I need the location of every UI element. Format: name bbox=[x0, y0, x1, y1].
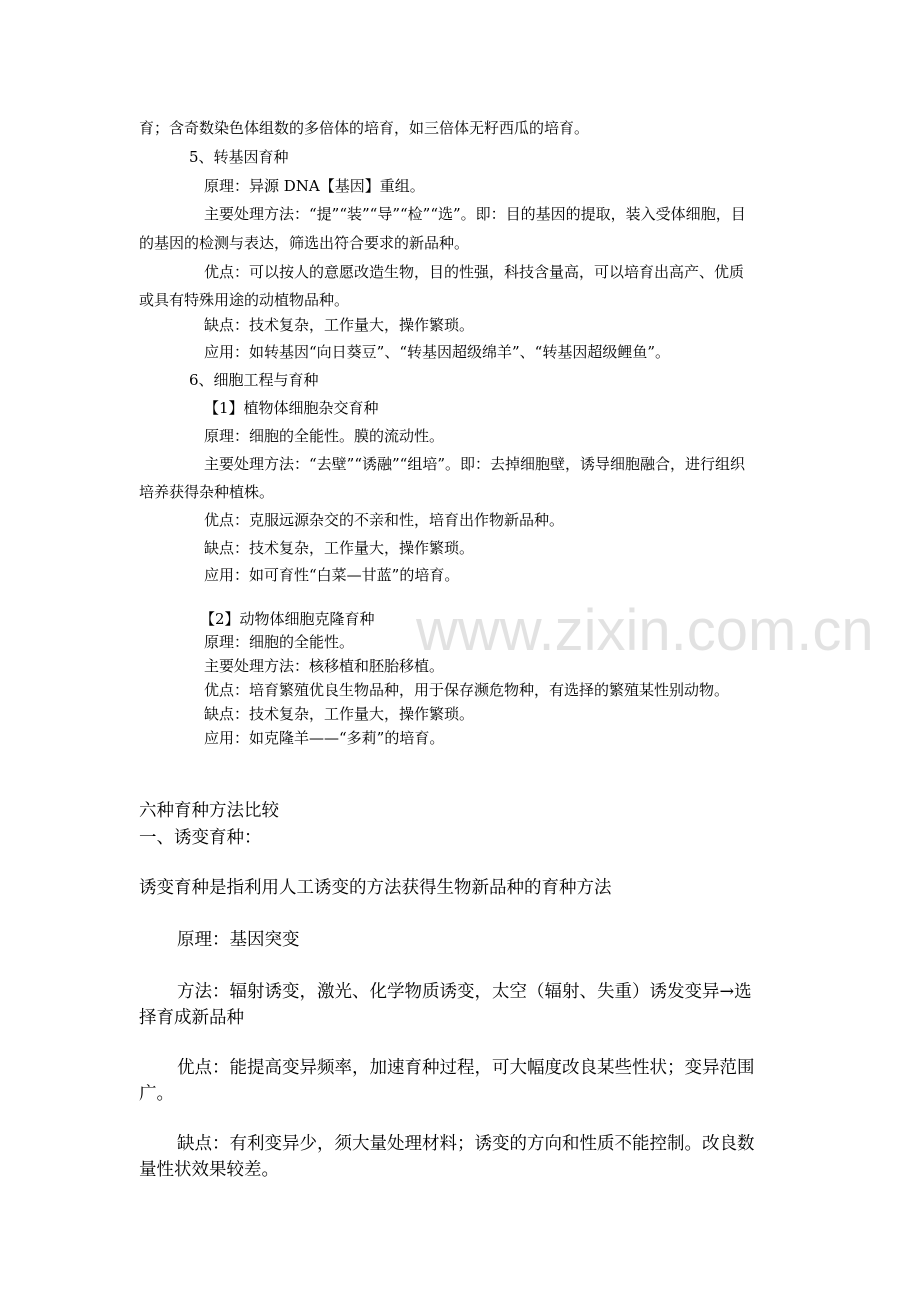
text-line: 应用：如克隆羊——“多莉”的培育。 bbox=[204, 729, 445, 747]
text-line: 缺点：技术复杂，工作量大，操作繁琐。 bbox=[204, 539, 475, 557]
text-line: 择育成新品种 bbox=[139, 1008, 244, 1028]
text-line: 主要处理方法：“提”“装”“导”“检”“选”。即：目的基因的提取，装入受体细胞，目 bbox=[204, 205, 746, 223]
text-line: 优点：克服远源杂交的不亲和性，培育出作物新品种。 bbox=[204, 511, 565, 529]
text-line: 的基因的检测与表达，筛选出符合要求的新品种。 bbox=[139, 234, 470, 252]
text-line: 应用：如可育性“白菜—甘蓝”的培育。 bbox=[204, 566, 460, 584]
text-line: 量性状效果较差。 bbox=[139, 1160, 279, 1180]
heading-transgenic-breeding: 5、转基因育种 bbox=[189, 148, 289, 166]
text-line: 原理：异源 DNA【基因】重组。 bbox=[204, 177, 425, 195]
text-line: 原理：细胞的全能性。膜的流动性。 bbox=[204, 427, 445, 445]
text-line: 优点：能提高变异频率，加速育种过程，可大幅度改良某些性状；变异范围 bbox=[177, 1058, 755, 1078]
text-line: 或具有特殊用途的动植物品种。 bbox=[139, 291, 350, 309]
subsection-title: 一、诱变育种： bbox=[139, 828, 262, 848]
text-line: 缺点：有利变异少，须大量处理材料；诱变的方向和性质不能控制。改良数 bbox=[177, 1134, 755, 1154]
section-title: 六种育种方法比较 bbox=[139, 801, 279, 821]
text-line: 诱变育种是指利用人工诱变的方法获得生物新品种的育种方法 bbox=[139, 878, 612, 898]
subheading-plant-hybrid: 【1】植物体细胞杂交育种 bbox=[204, 399, 379, 417]
text-line: 广。 bbox=[139, 1084, 174, 1104]
text-line: 优点：可以按人的意愿改造生物，目的性强，科技含量高，可以培育出高产、优质 bbox=[204, 263, 745, 281]
text-line: 主要处理方法：“去壁”“诱融”“组培”。即：去掉细胞壁，诱导细胞融合，进行组织 bbox=[204, 455, 746, 473]
text-line: 缺点：技术复杂，工作量大，操作繁琐。 bbox=[204, 705, 475, 723]
heading-cell-engineering: 6、细胞工程与育种 bbox=[189, 371, 319, 389]
text-line: 优点：培育繁殖优良生物品种，用于保存濒危物种，有选择的繁殖某性别动物。 bbox=[204, 681, 730, 699]
watermark: www.zixin.com.cn bbox=[416, 598, 874, 663]
text-line: 缺点：技术复杂，工作量大，操作繁琐。 bbox=[204, 316, 475, 334]
text-line: 原理：细胞的全能性。 bbox=[204, 633, 355, 651]
subheading-animal-clone: 【2】动物体细胞克隆育种 bbox=[200, 610, 375, 628]
text-line: 方法：辐射诱变，激光、化学物质诱变，太空（辐射、失重）诱发变异→选 bbox=[177, 982, 752, 1002]
text-line: 育；含奇数染色体组数的多倍体的培育，如三倍体无籽西瓜的培育。 bbox=[139, 119, 590, 137]
text-line: 原理：基因突变 bbox=[177, 930, 300, 950]
text-line: 主要处理方法：核移植和胚胎移植。 bbox=[204, 657, 445, 675]
text-line: 培养获得杂种植株。 bbox=[139, 483, 275, 501]
text-line: 应用：如转基因“向日葵豆”、“转基因超级绵羊”、“转基因超级鲤鱼”。 bbox=[204, 343, 671, 361]
